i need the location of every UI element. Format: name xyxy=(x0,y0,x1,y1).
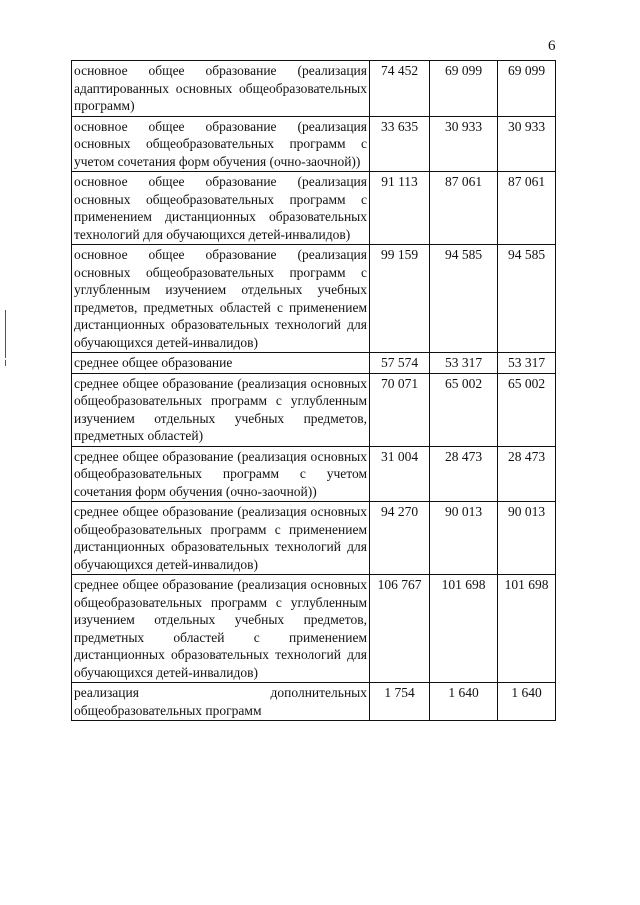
row-description: основное общее образование (реализация адаптированных основных общеобразовательных программ) xyxy=(72,61,370,117)
value-cell: 65 002 xyxy=(430,373,498,446)
row-description: реализация дополнительных общеобразовательных программ xyxy=(72,683,370,721)
value-cell: 90 013 xyxy=(430,502,498,575)
row-description: среднее общее образование (реализация основных общеобразовательных программ с учетом сочетания форм обучения (очно-заочной)) xyxy=(72,446,370,502)
value-cell: 99 159 xyxy=(370,245,430,353)
row-description: основное общее образование (реализация основных общеобразовательных программ с углубленным изучением отдельных учебных предметов, предметных областей с применением дистанционных образовательных технологий для обучающихся детей-инвалидов) xyxy=(72,245,370,353)
value-cell: 28 473 xyxy=(498,446,556,502)
value-cell: 53 317 xyxy=(430,353,498,374)
value-cell: 65 002 xyxy=(498,373,556,446)
value-cell: 30 933 xyxy=(430,116,498,172)
table-row xyxy=(72,683,556,721)
table-row xyxy=(72,61,556,117)
value-cell: 1 640 xyxy=(498,683,556,721)
table-row xyxy=(72,172,556,245)
value-cell: 53 317 xyxy=(498,353,556,374)
value-cell: 101 698 xyxy=(430,575,498,683)
value-cell: 70 071 xyxy=(370,373,430,446)
value-cell: 30 933 xyxy=(498,116,556,172)
table-row xyxy=(72,245,556,353)
value-cell: 87 061 xyxy=(498,172,556,245)
value-cell: 94 585 xyxy=(430,245,498,353)
table-row xyxy=(72,373,556,446)
cost-table xyxy=(71,60,556,721)
table-row xyxy=(72,446,556,502)
value-cell: 101 698 xyxy=(498,575,556,683)
table-row xyxy=(72,116,556,172)
page-number: 6 xyxy=(548,38,556,54)
table-row xyxy=(72,353,556,374)
row-description: основное общее образование (реализация основных общеобразовательных программ с учетом сочетания форм обучения (очно-заочной)) xyxy=(72,116,370,172)
value-cell: 1 640 xyxy=(430,683,498,721)
value-cell: 57 574 xyxy=(370,353,430,374)
value-cell: 87 061 xyxy=(430,172,498,245)
value-cell: 94 585 xyxy=(498,245,556,353)
row-description: среднее общее образование (реализация основных общеобразовательных программ с углубленным изучением отдельных учебных предметов, предметных областей с применением дистанционных образовательных технологий для обучающихся детей-инвалидов) xyxy=(72,575,370,683)
margin-mark xyxy=(5,310,6,358)
row-description: среднее общее образование xyxy=(72,353,370,374)
row-description: среднее общее образование (реализация основных общеобразовательных программ с углубленным изучением отдельных учебных предметов, предметных областей) xyxy=(72,373,370,446)
value-cell: 69 099 xyxy=(430,61,498,117)
table-row xyxy=(72,575,556,683)
value-cell: 31 004 xyxy=(370,446,430,502)
value-cell: 91 113 xyxy=(370,172,430,245)
table-row xyxy=(72,502,556,575)
value-cell: 106 767 xyxy=(370,575,430,683)
value-cell: 33 635 xyxy=(370,116,430,172)
value-cell: 1 754 xyxy=(370,683,430,721)
row-description: основное общее образование (реализация основных общеобразовательных программ с применением дистанционных образовательных технологий для обучающихся детей-инвалидов) xyxy=(72,172,370,245)
value-cell: 90 013 xyxy=(498,502,556,575)
value-cell: 69 099 xyxy=(498,61,556,117)
value-cell: 74 452 xyxy=(370,61,430,117)
value-cell: 94 270 xyxy=(370,502,430,575)
margin-mark xyxy=(5,360,6,366)
value-cell: 28 473 xyxy=(430,446,498,502)
row-description: среднее общее образование (реализация основных общеобразовательных программ с применением дистанционных образовательных технологий для обучающихся детей-инвалидов) xyxy=(72,502,370,575)
